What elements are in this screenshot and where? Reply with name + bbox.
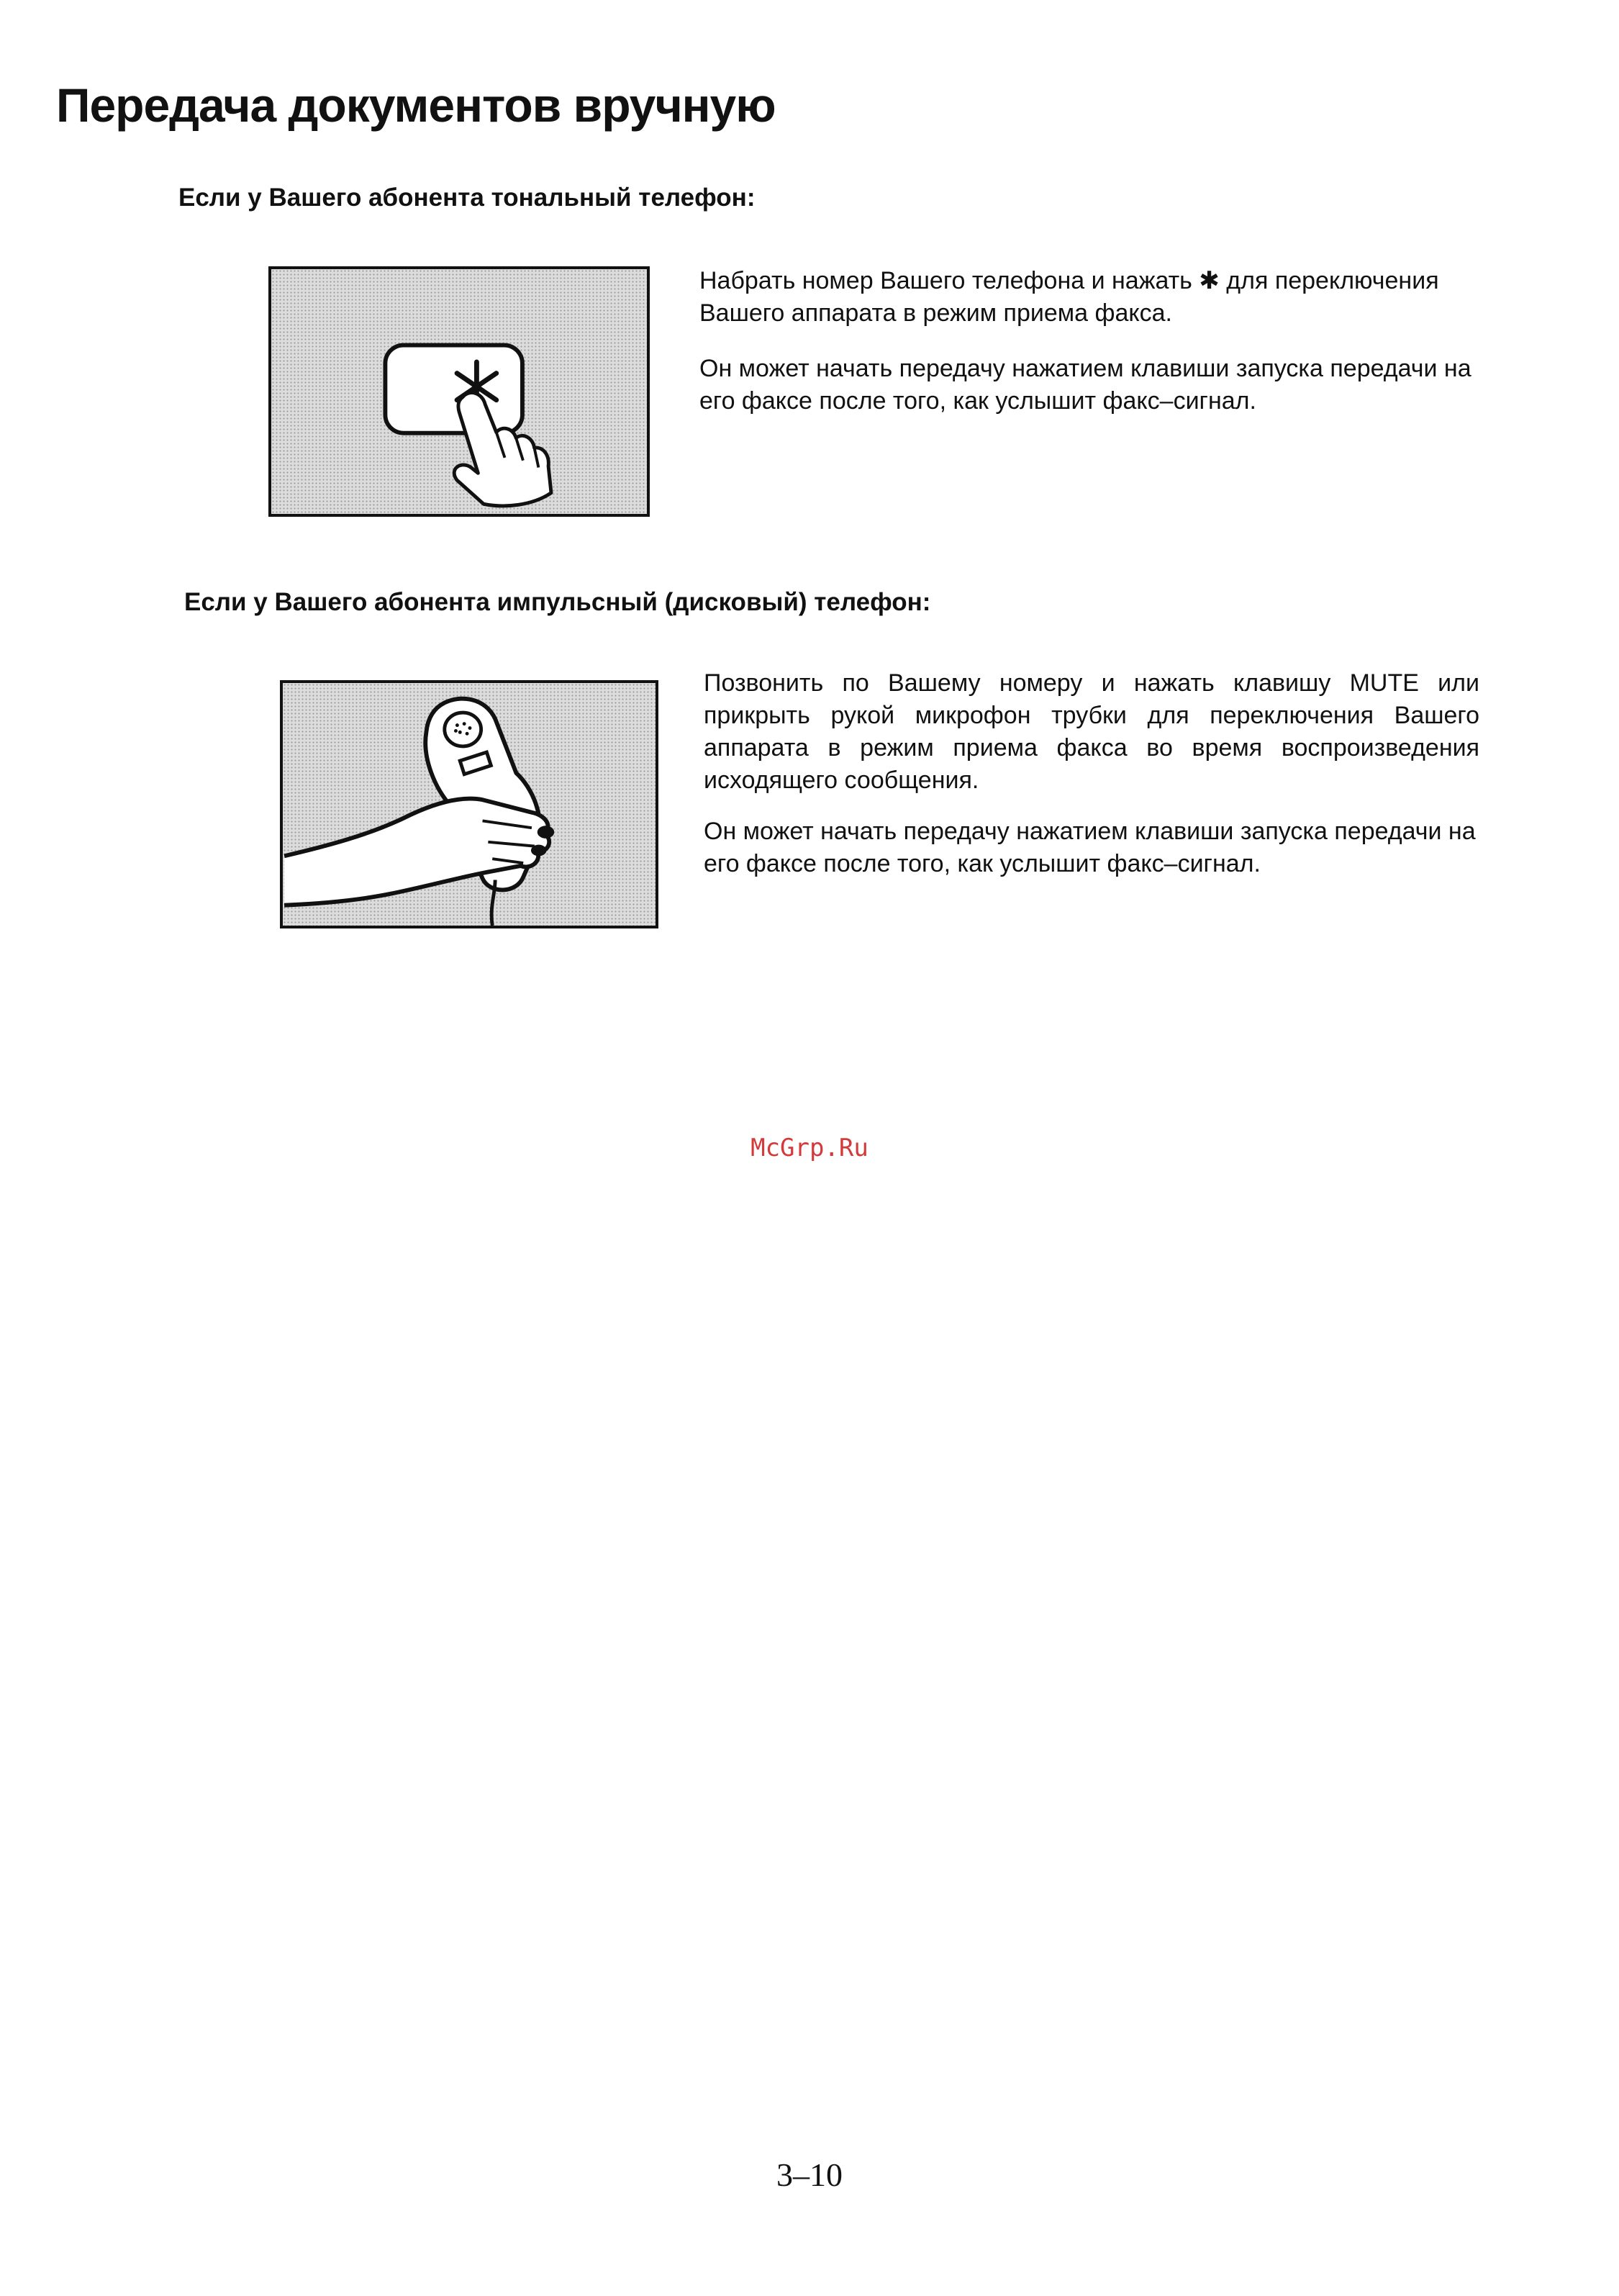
section-paragraph: Он может начать передачу нажатием клавиши запуска передачи на его факсе после того, как услышит факс–сигнал. bbox=[699, 355, 1471, 415]
hand-covering-handset-microphone-icon bbox=[280, 680, 658, 928]
page-title: Передача документов вручную bbox=[56, 78, 776, 132]
section-paragraph: Он может начать передачу нажатием клавиши запуска передачи на его факсе после того, как услышит факс–сигнал. bbox=[704, 818, 1476, 877]
section-heading-tone-phone: Если у Вашего абонента тональный телефон: bbox=[178, 184, 756, 212]
finger-pressing-star-key-icon bbox=[268, 266, 650, 517]
section-paragraph: Позвонить по Вашему номеру и нажать клавишу MUTE или прикрыть рукой микрофон трубки для переключения Вашего аппарата в режим приема факса во время воспроизведения исходящего сообщения. bbox=[704, 669, 1479, 794]
page-number: 3–10 bbox=[776, 2156, 843, 2193]
section-paragraph: Набрать номер Вашего телефона и нажать ✱ для переключения Вашего аппарата в режим приема факса. bbox=[699, 267, 1439, 327]
section-heading-pulse-phone: Если у Вашего абонента импульсный (дисковый) телефон: bbox=[184, 588, 931, 616]
watermark: McGrp.Ru bbox=[750, 1134, 869, 1162]
